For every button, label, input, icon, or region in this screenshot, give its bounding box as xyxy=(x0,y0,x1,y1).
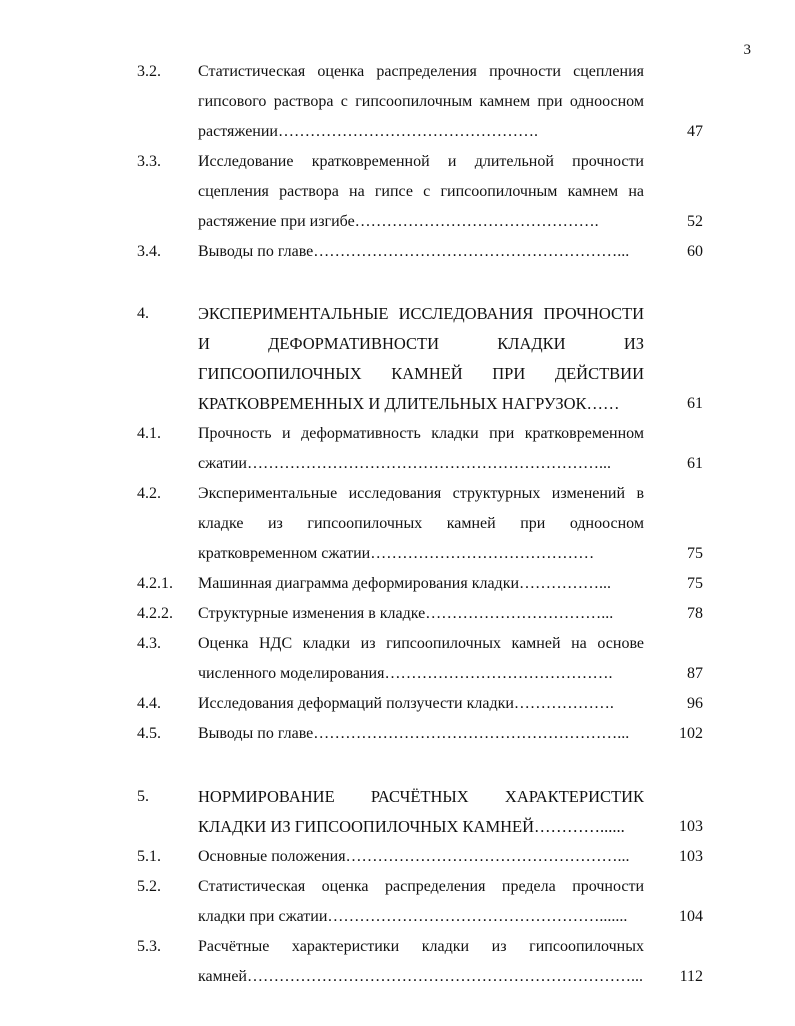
toc-entry-number: 4.2.2. xyxy=(137,605,173,622)
toc-entry-title: Выводы по главе…………………………………………………... xyxy=(198,725,630,742)
toc-chapter-title: НОРМИРОВАНИЕ РАСЧЁТНЫХ ХАРАКТЕРИСТИК КЛАДКИ ИЗ ГИПСООПИЛОЧНЫХ КАМНЕЙ…………...... xyxy=(198,787,644,836)
toc-entry-title: Прочность и деформативность кладки при кратковременном сжатии…………………………………………………………... xyxy=(198,425,644,472)
toc-entry-number: 4. xyxy=(137,305,149,322)
toc-entry-number: 4.1. xyxy=(137,425,161,442)
toc-entry-page: 102 xyxy=(679,725,703,742)
toc-entry-title: Статистическая оценка распределения прочности сцепления гипсового раствора с гипсоопилочным камнем при одноосном растяжении…………………………………………. xyxy=(198,63,644,140)
toc-entry-page: 61 xyxy=(687,395,703,412)
toc-entry-page: 96 xyxy=(687,695,703,712)
toc-entry-title: Исследование кратковременной и длительной прочности сцепления раствора на гипсе с гипсоопилочным камнем на растяжение при изгибе………………………………………. xyxy=(198,153,644,230)
toc-entry-4-2 xyxy=(0,479,795,569)
toc-entry-number: 4.2.1. xyxy=(137,575,173,592)
toc-entry-3-2 xyxy=(0,57,795,147)
toc-entry-page: 60 xyxy=(687,243,703,260)
toc-entry-number: 3.3. xyxy=(137,153,161,170)
toc-entry-number: 5.1. xyxy=(137,848,161,865)
toc-entry-5-2 xyxy=(0,872,795,932)
toc-entry-page: 103 xyxy=(679,818,703,835)
toc-entry-4-2-1 xyxy=(0,569,795,599)
toc-entry-4-4 xyxy=(0,689,795,719)
toc-entry-title: Основные положения……………………………………………... xyxy=(198,848,630,865)
toc-entry-page: 104 xyxy=(679,908,703,925)
section-spacer xyxy=(0,267,795,299)
toc-entry-5 xyxy=(0,782,795,842)
toc-entry-page: 75 xyxy=(687,545,703,562)
page-number: 3 xyxy=(743,42,751,58)
toc-entry-title: Оценка НДС кладки из гипсоопилочных камней на основе численного моделирования……………………………………. xyxy=(198,635,644,682)
toc-entry-title: Выводы по главе…………………………………………………... xyxy=(198,243,630,260)
toc-entry-4-1 xyxy=(0,419,795,479)
toc-entry-number: 3.2. xyxy=(137,63,161,80)
toc-entry-page: 61 xyxy=(687,455,703,472)
toc-entry-page: 75 xyxy=(687,575,703,592)
toc-entry-4 xyxy=(0,299,795,419)
toc-entry-number: 5.3. xyxy=(137,938,161,955)
toc-entry-number: 4.4. xyxy=(137,695,161,712)
toc-chapter-title: ЭКСПЕРИМЕНТАЛЬНЫЕ ИССЛЕДОВАНИЯ ПРОЧНОСТИ И ДЕФОРМАТИВНОСТИ КЛАДКИ ИЗ ГИПСООПИЛОЧНЫХ КАМНЕЙ ПРИ ДЕЙСТВИИ КРАТКОВРЕМЕННЫХ И ДЛИТЕЛЬНЫХ НАГРУЗОК…… xyxy=(198,304,644,413)
section-spacer xyxy=(0,749,795,782)
toc-entry-title: Статистическая оценка распределения предела прочности кладки при сжатии……………………………………………....... xyxy=(198,878,644,925)
toc-entry-page: 52 xyxy=(687,213,703,230)
toc-entry-number: 4.2. xyxy=(137,485,161,502)
toc-entry-5-1 xyxy=(0,842,795,872)
toc-entry-title: Расчётные характеристики кладки из гипсоопилочных камней………………………………………………………………... xyxy=(198,938,644,985)
toc-entry-page: 47 xyxy=(687,123,703,140)
toc-entry-4-5 xyxy=(0,719,795,749)
toc-entry-title: Экспериментальные исследования структурных изменений в кладке из гипсоопилочных камней при одноосном кратковременном сжатии…………………………………… xyxy=(198,485,644,562)
toc-entry-page: 78 xyxy=(687,605,703,622)
toc-entry-number: 3.4. xyxy=(137,243,161,260)
toc-entry-page: 103 xyxy=(679,848,703,865)
table-of-contents xyxy=(0,57,795,992)
toc-entry-5-3 xyxy=(0,932,795,992)
toc-entry-4-2-2 xyxy=(0,599,795,629)
toc-entry-page: 112 xyxy=(679,968,703,985)
toc-entry-title: Машинная диаграмма деформирования кладки……………... xyxy=(198,575,612,592)
toc-entry-number: 5. xyxy=(137,788,149,805)
toc-entry-number: 4.3. xyxy=(137,635,161,652)
toc-entry-3-3 xyxy=(0,147,795,237)
toc-entry-title: Структурные изменения в кладке……………………………... xyxy=(198,605,614,622)
toc-entry-page: 87 xyxy=(687,665,703,682)
toc-entry-number: 5.2. xyxy=(137,878,161,895)
toc-entry-title: Исследования деформаций ползучести кладки………………. xyxy=(198,695,614,712)
toc-entry-4-3 xyxy=(0,629,795,689)
toc-entry-3-4 xyxy=(0,237,795,267)
toc-entry-number: 4.5. xyxy=(137,725,161,742)
